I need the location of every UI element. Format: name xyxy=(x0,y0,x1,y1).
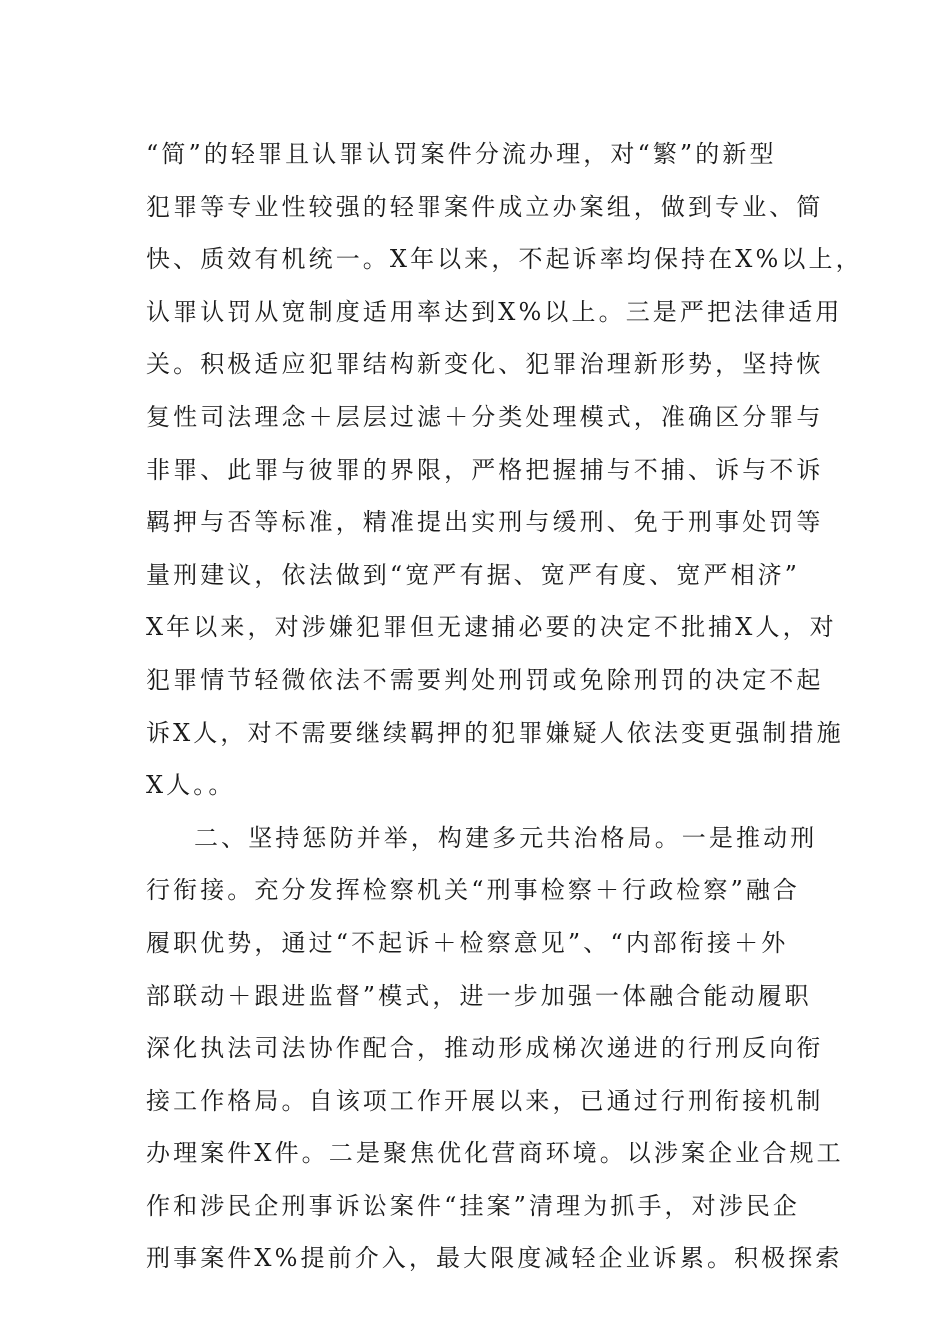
text-line: 刑事案件X%提前介入，最大限度减轻企业诉累。积极探索 xyxy=(146,1244,843,1273)
text-line: 作和涉民企刑事诉讼案件“挂案”清理为抓手，对涉民企 xyxy=(146,1191,801,1220)
document-body xyxy=(146,128,863,1285)
text-line: X年以来，对涉嫌犯罪但无逮捕必要的决定不批捕X人，对 xyxy=(146,613,837,642)
text-line: 认罪认罚从宽制度适用率达到X%以上。三是严把法律适用 xyxy=(146,297,843,326)
text-line: 深化执法司法协作配合，推动形成梯次递进的行刑反向衔 xyxy=(146,1034,824,1063)
text-line: 非罪、此罪与彼罪的界限，严格把握捕与不捕、诉与不诉 xyxy=(146,455,824,484)
text-line: 复性司法理念＋层层过滤＋分类处理模式，准确区分罪与 xyxy=(146,402,824,431)
text-line: 犯罪等专业性较强的轻罪案件成立办案组，做到专业、简 xyxy=(146,192,824,221)
text-line: 诉X人，对不需要继续羁押的犯罪嫌疑人依法变更强制措施 xyxy=(146,718,844,747)
text-line: 关。积极适应犯罪结构新变化、犯罪治理新形势，坚持恢 xyxy=(146,350,824,379)
text-line: X人。。 xyxy=(146,771,236,800)
text-line: 接工作格局。自该项工作开展以来，已通过行刑衔接机制 xyxy=(146,1086,824,1115)
text-line: 羁押与否等标准，精准提出实刑与缓刑、免于刑事处罚等 xyxy=(146,508,824,537)
paragraph-start-line: 二、坚持惩防并举，构建多元共治格局。一是推动刑 xyxy=(194,823,818,852)
text-line: 履职优势，通过“不起诉＋检察意见”、“内部衔接＋外 xyxy=(146,928,789,957)
text-line: 量刑建议，依法做到“宽严有据、宽严有度、宽严相济” xyxy=(146,560,801,589)
text-line: 部联动＋跟进监督”模式，进一步加强一体融合能动履职 xyxy=(146,981,812,1010)
text-line: “简”的轻罪且认罪认罚案件分流办理，对“繁”的新型 xyxy=(146,140,777,168)
text-line: 行衔接。充分发挥检察机关“刑事检察＋行政检察”融合 xyxy=(146,876,801,905)
text-line: 办理案件X件。二是聚焦优化营商环境。以涉案企业合规工 xyxy=(146,1139,844,1168)
text-line: 犯罪情节轻微依法不需要判处刑罚或免除刑罚的决定不起 xyxy=(146,665,824,694)
text-line: 快、质效有机统一。X年以来，不起诉率均保持在X%以上， xyxy=(146,245,863,274)
